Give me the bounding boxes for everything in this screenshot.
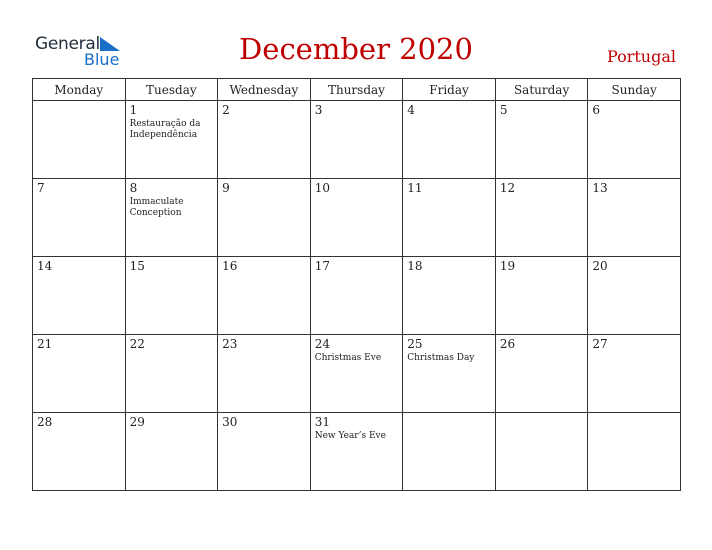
holiday-label [403,117,495,119]
day-number: 30 [222,415,238,429]
day-cell [403,179,496,257]
day-cell [588,101,681,179]
weekday-header: Thursday [310,79,403,101]
holiday-label [588,273,680,275]
holiday-label [588,351,680,353]
holiday-label [403,195,495,197]
holiday-label [33,429,125,431]
day-number: 21 [37,337,53,351]
day-cell [125,413,218,491]
day-cell [588,179,681,257]
day-cell [218,335,311,413]
day-cell [33,101,126,179]
week-row [33,335,681,413]
day-number: 4 [407,103,415,117]
day-number: 27 [592,337,608,351]
day-number: 26 [499,337,516,351]
day-cell [310,179,403,257]
day-number: 1 [129,103,138,117]
holiday-label [126,351,218,353]
holiday-label [588,117,680,119]
holiday-label: Immaculate Conception [129,197,184,218]
day-cell [125,179,218,257]
holiday-label [218,429,310,431]
logo-word-blue: Blue [84,50,120,69]
day-number: 16 [222,259,238,273]
holiday-label [496,351,588,353]
holiday-label: Christmas Eve [314,353,382,363]
logo-word-general: General [35,34,100,54]
day-number: 22 [129,337,145,351]
day-cell [125,257,218,335]
day-cell [33,413,126,491]
day-cell [588,257,681,335]
weekday-header: Friday [403,79,496,101]
holiday-label [311,273,403,275]
holiday-label [218,195,310,197]
day-cell [33,179,126,257]
day-cell [495,413,588,491]
weekday-header-row [33,79,681,101]
holiday-label [33,351,125,353]
day-number: 23 [222,337,238,351]
holiday-label [126,273,218,275]
week-row [33,179,681,257]
holiday-label [588,415,680,417]
day-cell [403,257,496,335]
day-number: 17 [314,259,330,273]
holiday-label [218,117,310,119]
week-row [33,413,681,491]
day-cell [218,179,311,257]
day-cell [588,413,681,491]
day-cell [310,257,403,335]
day-number: 15 [129,259,145,273]
day-number: 29 [129,415,145,429]
day-cell [495,335,588,413]
weekday-header: Saturday [495,79,588,101]
holiday-label [496,117,588,119]
weekday-header: Tuesday [125,79,218,101]
day-number: 19 [499,259,516,273]
day-cell [218,101,311,179]
weekday-header: Sunday [588,79,681,101]
weekday-header: Monday [33,79,126,101]
holiday-label: New Year’s Eve [314,431,386,441]
holiday-label [218,351,310,353]
day-cell [403,413,496,491]
day-number: 10 [314,181,330,195]
holiday-label: Christmas Day [407,353,475,363]
day-cell [495,179,588,257]
day-number: 14 [37,259,53,273]
day-number: 18 [407,259,423,273]
page-title: December 2020 [239,32,473,66]
day-cell [403,335,496,413]
holiday-label: Restauração da Independência [129,119,201,140]
day-cell [495,101,588,179]
holiday-label [311,195,403,197]
day-cell [125,335,218,413]
country-label: Portugal [606,47,676,66]
holiday-label [403,273,495,275]
day-number: 13 [592,181,608,195]
day-cell [403,101,496,179]
day-number: 28 [37,415,53,429]
day-number: 12 [499,181,516,195]
holiday-label [403,415,495,417]
day-cell [495,257,588,335]
holiday-label [496,273,588,275]
week-row [33,101,681,179]
weekday-header: Wednesday [218,79,311,101]
holiday-label [33,195,125,197]
day-number: 6 [592,103,601,117]
day-number: 24 [314,337,330,351]
holiday-label [311,117,403,119]
day-number: 7 [37,181,45,195]
holiday-label [33,273,125,275]
holiday-label [126,429,218,431]
holiday-label [588,195,680,197]
day-number: 11 [407,181,423,195]
day-number: 20 [592,259,608,273]
day-cell [310,413,403,491]
day-cell [310,335,403,413]
day-cell [218,257,311,335]
holiday-label [496,415,588,417]
holiday-label [33,103,125,105]
day-number: 9 [222,181,230,195]
day-cell [588,335,681,413]
day-number: 2 [222,103,230,117]
day-number: 8 [129,181,138,195]
day-cell [125,101,218,179]
week-row [33,257,681,335]
holiday-label [218,273,310,275]
calendar-grid [32,78,681,491]
day-number: 3 [314,103,323,117]
day-number: 25 [407,337,423,351]
day-number: 31 [314,415,330,429]
day-cell [33,335,126,413]
day-number: 5 [499,103,508,117]
day-cell [310,101,403,179]
day-cell [218,413,311,491]
holiday-label [496,195,588,197]
day-cell [33,257,126,335]
